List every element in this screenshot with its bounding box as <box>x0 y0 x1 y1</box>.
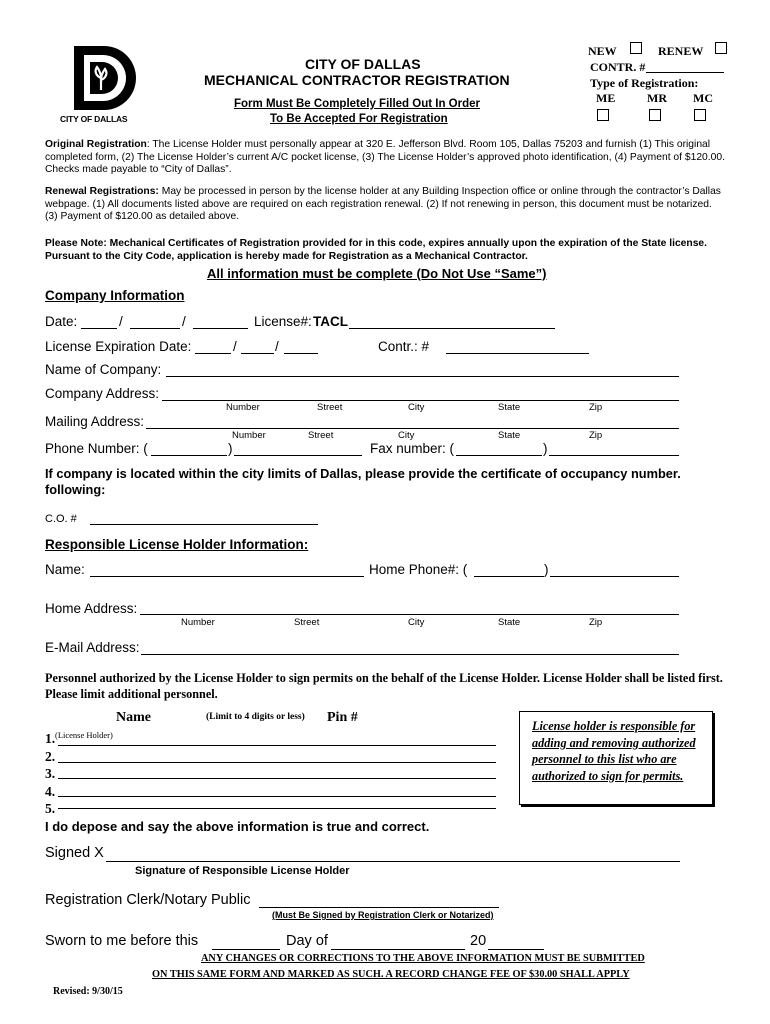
company-addr-city: City <box>408 402 425 413</box>
exp-day-field[interactable] <box>241 353 274 354</box>
home-phone-label: Home Phone#: ( <box>369 562 468 577</box>
date-slash-1: / <box>119 314 123 329</box>
title-form: MECHANICAL CONTRACTOR REGISTRATION <box>204 72 510 88</box>
personnel-name-header: Name <box>116 710 151 725</box>
mailing-addr-number: Number <box>232 430 266 441</box>
personnel-number-5: 5. <box>45 801 56 816</box>
personnel-line-3[interactable] <box>58 778 496 779</box>
exp-month-field[interactable] <box>195 353 231 354</box>
title-city: CITY OF DALLAS <box>305 56 421 72</box>
contr-number-field[interactable] <box>646 72 724 73</box>
sworn-year-field[interactable] <box>488 949 544 950</box>
sworn-month-field[interactable] <box>331 949 465 950</box>
revised-date: Revised: 9/30/15 <box>53 986 123 997</box>
personnel-line-4[interactable] <box>58 796 496 797</box>
company-name-field[interactable] <box>166 376 679 377</box>
home-phone-paren-close: ) <box>544 562 549 577</box>
type-me-label: ME <box>596 91 616 105</box>
footer-line-2: ON THIS SAME FORM AND MARKED AS SUCH. A RECORD CHANGE FEE OF $30.00 SHALL APPLY <box>152 969 630 980</box>
personnel-pin-header: Pin # <box>327 710 358 725</box>
home-addr-state: State <box>498 617 521 628</box>
personnel-number-2: 2. <box>45 749 56 764</box>
home-phone-area-field[interactable] <box>474 576 544 577</box>
mailing-addr-street: Street <box>308 430 334 441</box>
personnel-line-5[interactable] <box>58 808 496 809</box>
exp-slash-2: / <box>275 339 279 354</box>
co-instructions: If company is located within the city limits of Dallas, please provide the certificate of occupancy number. following: <box>45 466 681 497</box>
sworn-day-of-label: Day of <box>286 933 328 949</box>
new-label: NEW <box>588 44 617 58</box>
date-day-field[interactable] <box>130 328 180 329</box>
clerk-label: Registration Clerk/Notary Public <box>45 892 251 908</box>
rlh-heading: Responsible License Holder Information: <box>45 537 309 552</box>
new-checkbox[interactable] <box>630 42 642 54</box>
type-me-checkbox[interactable] <box>597 109 609 121</box>
home-address-label: Home Address: <box>45 601 138 616</box>
license-holder-responsibility-box <box>519 711 713 805</box>
fax-area-field[interactable] <box>456 455 542 456</box>
type-label: Type of Registration: <box>590 76 699 90</box>
home-addr-city: City <box>408 617 425 628</box>
dallas-d-logo-icon <box>70 44 140 112</box>
company-addr-state: State <box>498 402 521 413</box>
home-address-field[interactable] <box>140 614 679 615</box>
license-prefix: TACL <box>313 314 348 329</box>
mailing-address-field[interactable] <box>146 428 679 429</box>
home-addr-number: Number <box>181 617 215 628</box>
personnel-limit-note: (Limit to 4 digits or less) <box>206 712 305 722</box>
date-month-field[interactable] <box>81 328 117 329</box>
phone-paren-close: ) <box>228 441 233 456</box>
responsibility-note: License holder is responsible for adding and removing authorized personnel to this list who are authorized to sign for permits. <box>532 719 696 783</box>
date-year-field[interactable] <box>193 328 248 329</box>
license-label: License#: <box>254 314 312 329</box>
depose-statement: I do depose and say the above information is true and correct. <box>45 819 430 834</box>
mailing-addr-city: City <box>398 430 415 441</box>
company-addr-street: Street <box>317 402 343 413</box>
subtitle-1: Form Must Be Completely Filled Out In Order <box>234 98 480 110</box>
footer-line-1: ANY CHANGES OR CORRECTIONS TO THE ABOVE INFORMATION MUST BE SUBMITTED <box>201 953 645 964</box>
contr-field[interactable] <box>446 353 589 354</box>
fax-number-field[interactable] <box>549 455 679 456</box>
email-field[interactable] <box>141 654 679 655</box>
subtitle-2: To Be Accepted For Registration <box>270 113 448 125</box>
mailing-addr-zip: Zip <box>589 430 603 441</box>
type-mc-checkbox[interactable] <box>694 109 706 121</box>
company-addr-number: Number <box>226 402 260 413</box>
city-logo <box>60 44 146 124</box>
license-holder-note: (License Holder) <box>55 730 113 740</box>
personnel-line-1[interactable] <box>58 745 496 746</box>
renew-label: RENEW <box>658 44 704 58</box>
home-phone-number-field[interactable] <box>550 576 679 577</box>
company-address-label: Company Address: <box>45 386 160 401</box>
renew-checkbox[interactable] <box>715 42 727 54</box>
exp-slash-1: / <box>233 339 237 354</box>
co-label: C.O. # <box>45 513 77 525</box>
logo-caption: CITY OF DALLAS <box>60 114 128 124</box>
fax-label: Fax number: ( <box>370 441 455 456</box>
phone-number-field[interactable] <box>234 455 362 456</box>
company-address-field[interactable] <box>162 400 679 401</box>
type-mr-checkbox[interactable] <box>649 109 661 121</box>
sworn-label: Sworn to me before this <box>45 933 199 949</box>
personnel-number-4: 4. <box>45 784 56 799</box>
phone-area-field[interactable] <box>151 455 227 456</box>
co-number-field[interactable] <box>90 524 318 525</box>
contr-number-label: CONTR. # <box>590 60 646 74</box>
mailing-address-label: Mailing Address: <box>45 414 145 429</box>
all-info-notice: All information must be complete (Do Not Use “Same”) <box>207 266 547 281</box>
signature-field[interactable] <box>106 861 680 862</box>
date-label: Date: <box>45 314 78 329</box>
home-addr-street: Street <box>294 617 320 628</box>
rlh-name-field[interactable] <box>90 576 364 577</box>
license-exp-label: License Expiration Date: <box>45 339 192 354</box>
license-number-field[interactable] <box>349 328 555 329</box>
company-name-label: Name of Company: <box>45 362 162 377</box>
sworn-day-field[interactable] <box>212 949 280 950</box>
personnel-number-1: 1. <box>45 731 56 746</box>
clerk-signature-field[interactable] <box>259 907 499 908</box>
personnel-number-3: 3. <box>45 766 56 781</box>
signature-caption: Signature of Responsible License Holder <box>135 865 350 877</box>
sworn-year-prefix: 20 <box>470 933 487 949</box>
contr-label: Contr.: # <box>378 339 430 354</box>
clerk-caption: (Must Be Signed by Registration Clerk or Notarized) <box>272 910 494 920</box>
please-note-text: Please Note: Mechanical Certificates of Registration provided for in this code, expires annually upon the expiration of the State license. Pursuant to the City Code, application is hereby made for Registration as a Mechanical Contractor. <box>45 238 708 262</box>
date-slash-2: / <box>182 314 186 329</box>
exp-year-field[interactable] <box>284 353 318 354</box>
fax-paren-close: ) <box>543 441 548 456</box>
email-label: E-Mail Address: <box>45 640 140 655</box>
phone-label: Phone Number: ( <box>45 441 148 456</box>
home-addr-zip: Zip <box>589 617 603 628</box>
company-addr-zip: Zip <box>589 402 603 413</box>
mailing-addr-state: State <box>498 430 521 441</box>
type-mr-label: MR <box>647 91 667 105</box>
type-mc-label: MC <box>693 91 713 105</box>
original-registration-text: Original Registration: The License Holder must personally appear at 320 E. Jefferson Blvd. Room 105, Dallas 75203 and furnish (1) This original completed form, (2) The License Holder’s current A/C pocket license, (3) The License Holder’s approved photo identification, (4) Payment of $120.00. Checks made payable to “City of Dallas”. <box>45 139 725 176</box>
renewal-registration-text: Renewal Registrations: May be processed in person by the license holder at any Building Inspection office or online through the contractor’s Dallas webpage. (1) All documents listed above are required on each registration renewal. (2) If not renewing in person, this document must be notarized. (3) Payment of $120.00 as detailed above. <box>45 186 721 223</box>
personnel-line-2[interactable] <box>58 762 496 763</box>
personnel-text: Personnel authorized by the License Holder to sign permits on the behalf of the License Holder. License Holder shall be listed first. Please limit additional personnel. <box>45 671 723 701</box>
company-heading: Company Information <box>45 288 185 303</box>
signed-label: Signed X <box>45 845 104 861</box>
rlh-name-label: Name: <box>45 562 85 577</box>
